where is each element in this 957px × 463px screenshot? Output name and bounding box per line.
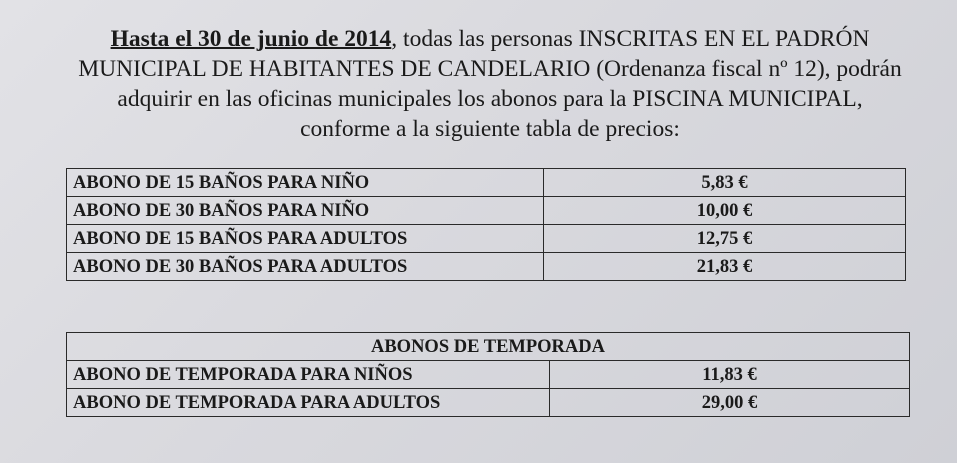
pass-price: 5,83 € [544, 169, 906, 197]
intro-paragraph [70, 24, 910, 144]
bath-pass-price-table [66, 168, 906, 281]
pass-label: ABONO DE 30 BAÑOS PARA NIÑO [67, 197, 544, 225]
pass-price: 10,00 € [544, 197, 906, 225]
intro-body-text: , todas las personas INSCRITAS EN EL PADRÓN MUNICIPAL DE HABITANTES DE CANDELARIO (Ordenanza fiscal nº 12), podrán adquirir en las oficinas municipales los abonos para la PISCINA MUNICIPAL, conforme a la siguiente tabla de precios: [78, 26, 902, 142]
table-row [67, 225, 906, 253]
season-pass-price-table [66, 332, 910, 417]
intro-date-lead: Hasta el 30 de junio de 2014 [110, 26, 392, 52]
pass-label: ABONO DE TEMPORADA PARA ADULTOS [67, 389, 550, 417]
table-row [67, 253, 906, 281]
pass-price: 12,75 € [544, 225, 906, 253]
table-row [67, 169, 906, 197]
pass-price: 11,83 € [550, 361, 910, 389]
table-row [67, 361, 910, 389]
pass-label: ABONO DE TEMPORADA PARA NIÑOS [67, 361, 550, 389]
pass-price: 29,00 € [550, 389, 910, 417]
table-row [67, 389, 910, 417]
pass-label: ABONO DE 15 BAÑOS PARA NIÑO [67, 169, 544, 197]
pass-label: ABONO DE 15 BAÑOS PARA ADULTOS [67, 225, 544, 253]
pass-price: 21,83 € [544, 253, 906, 281]
season-table-header: ABONOS DE TEMPORADA [67, 333, 910, 361]
table-header-row [67, 333, 910, 361]
table-row [67, 197, 906, 225]
pass-label: ABONO DE 30 BAÑOS PARA ADULTOS [67, 253, 544, 281]
